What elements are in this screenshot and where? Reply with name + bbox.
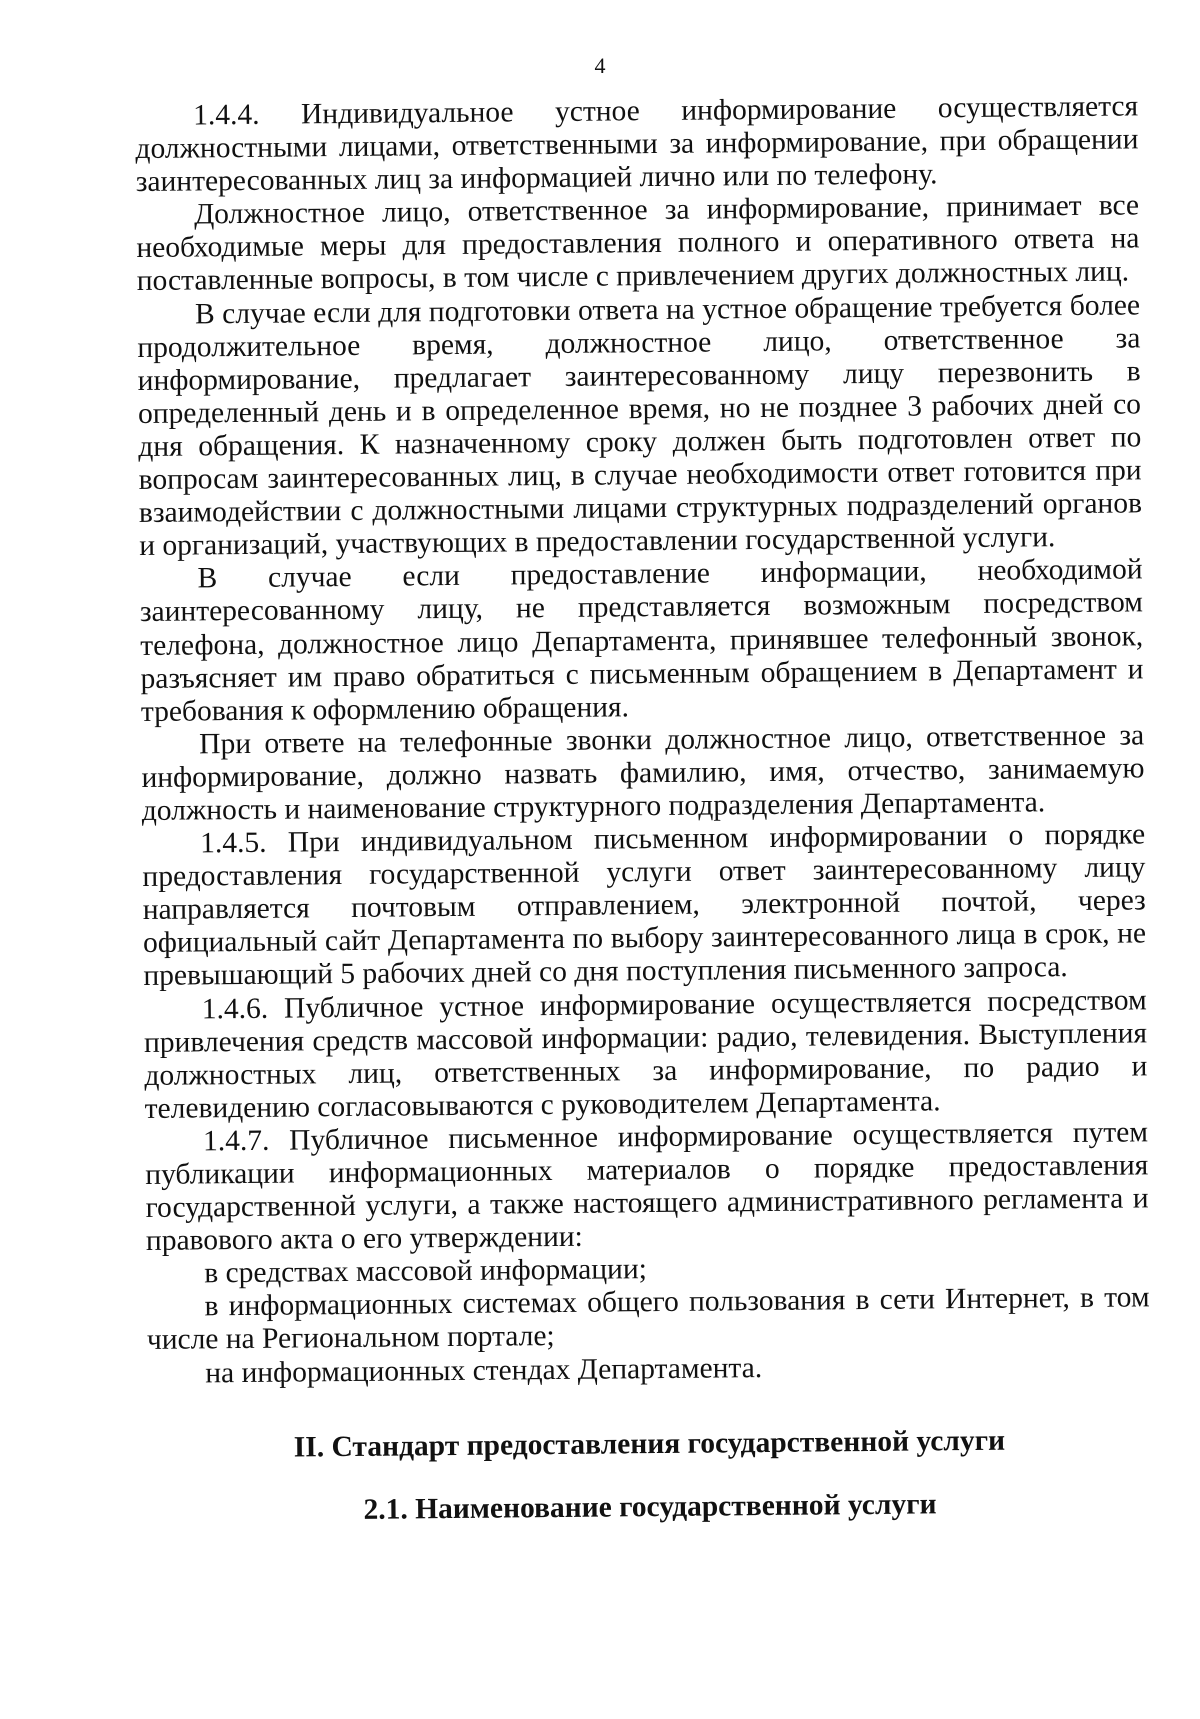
list-item-media: в средствах массовой информации; [204, 1253, 648, 1290]
list-item-internet: в информационных системах общего пользования в сети Интернет, в том числе на Региональном портале; [146, 1281, 1150, 1357]
list-item-stands: на информационных стендах Департамента. [205, 1351, 763, 1389]
paragraph-written-request-advice: В случае если предоставление информации, необходимой заинтересованному лицу, не представляется возможным посредством телефона, должностное лицо Департамента, принявшее телефонный звонок, разъясняет им право обратиться с письменным обращением в Департамент и требования к оформлению обращения. [139, 553, 1144, 728]
section-heading: II. Стандарт предоставления государственной услуги [293, 1424, 1006, 1464]
paragraph-callback: В случае если для подготовки ответа на устное обращение требуется более продолжительное время, должностное лицо, ответственное за информирование, предлагает заинтересованному лицу перезвонить в определенный день и в определенное время, но не позднее 3 рабочих дней со дня обращения. К назначенному сроку должен быть подготовлен ответ по вопросам заинтересованных лиц, в случае необходимости ответ готовится при взаимодействии с должностными лицами структурных подразделений органов и организаций, участвующих в предоставлении государственной услуги. [137, 288, 1143, 563]
paragraph-1-4-4: 1.4.4. Индивидуальное устное информирование осуществляется должностными лицами, ответственными за информирование, при обращении заинтересованных лиц за информацией лично или по телефону. [135, 90, 1139, 199]
document-body [135, 90, 1152, 1528]
paragraph-1-4-7: 1.4.7. Публичное письменное информирование осуществляется путем публикации информационных материалов о порядке предоставления государственной услуги, а также настоящего административного регламента и правового акта о его утверждении: [145, 1116, 1149, 1258]
paragraph-phone-answer: При ответе на телефонные звонки должностное лицо, ответственное за информирование, должно назвать фамилию, имя, отчество, занимаемую должность и наименование структурного подразделения Департамента. [141, 719, 1145, 827]
subsection-heading: 2.1. Наименование государственной услуги [363, 1488, 937, 1526]
paragraph-official-measures: Должностное лицо, ответственное за информирование, принимает все необходимые меры для предоставления полного и оперативного ответа на поставленные вопросы, в том числе с привлечением других должностных лиц. [136, 189, 1140, 298]
page-number: 4 [594, 53, 606, 78]
paragraph-1-4-6: 1.4.6. Публичное устное информирование осуществляется посредством привлечения средств массовой информации: радио, телевидения. Выступления должностных лиц, ответственных за информирование, по радио и телевидению согласовываются с руководителем Департамента. [143, 983, 1148, 1125]
paragraph-1-4-5: 1.4.5. При индивидуальном письменном информировании о порядке предоставления государственной услуги ответ заинтересованному лицу направляется почтовым отправлением, электронной почтой, через официальный сайт Департамента по выбору заинтересованного лица в срок, не превышающий 5 рабочих дней со дня поступления письменного запроса. [142, 818, 1147, 993]
